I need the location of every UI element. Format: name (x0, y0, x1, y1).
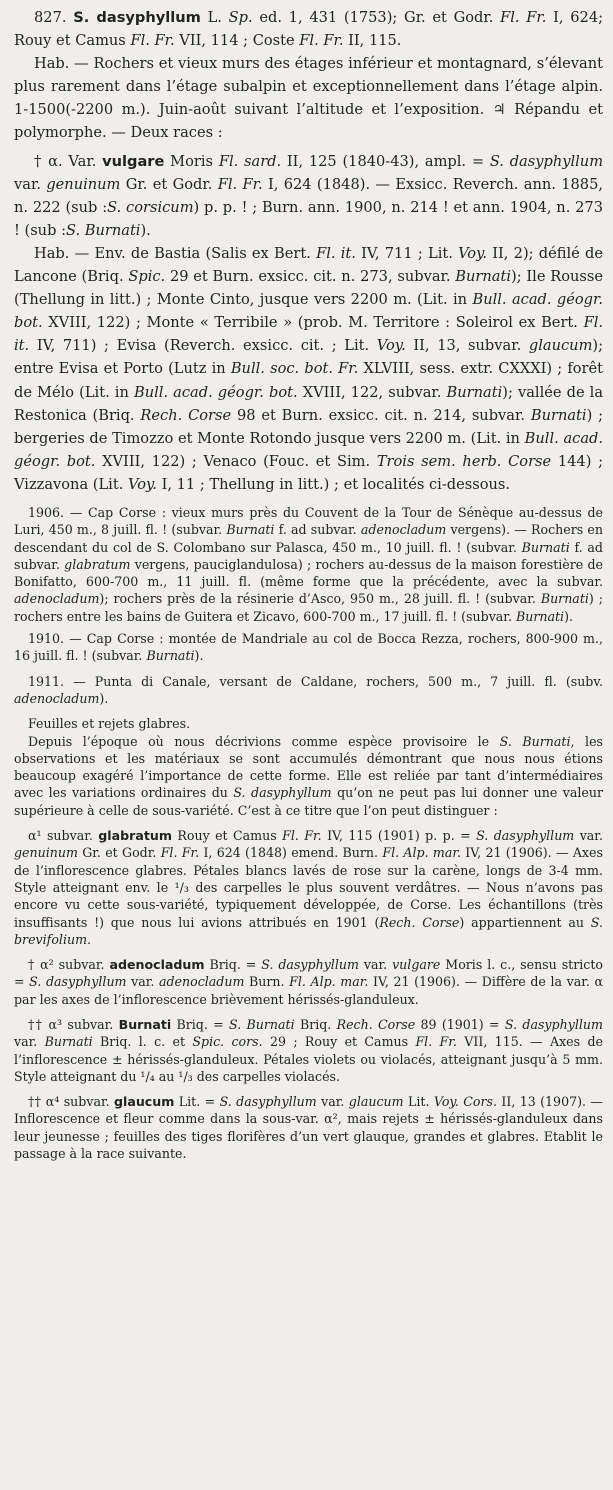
record-1910: 1910. — Cap Corse : montée de Mandriale au col de Bocca Rezza, rochers, 800-900 m., 16 juill. fl. ! (subvar. Burnati). (14, 631, 603, 664)
variety-vulgare: † α. Var. vulgare Moris Fl. sard. II, 125 (1840-43), ampl. = S. dasyphyllum var. genuinum Gr. et Godr. Fl. Fr. I, 624 (1848). — Exsicc. Reverch. ann. 1885, n. 222 (sub :S. corsicum) p. p. ! ; Burn. ann. 1900, n. 214 ! et ann. 1904, n. 273 ! (sub :S. Burnati). (14, 152, 604, 239)
subvar-glaucum: †† α⁴ subvar. glaucum Lit. = S. dasyphyllum var. glaucum Lit. Voy. Cors. II, 13 (1907). — Inflorescence et fleur comme dans la sous-var. α², mais rejets ± hérissés-glanduleux dans leur jeunesse ; feuilles des tiges florifères d’un vert glauque, grandes et glabres. Etablit le passage à la race suivante. (14, 1094, 604, 1162)
subvar-name: glabratum (98, 828, 172, 844)
variety-name: vulgare (102, 152, 165, 170)
species-name: S. dasyphyllum (73, 9, 201, 26)
species-heading: 827. S. dasyphyllum L. Sp. ed. 1, 431 (1753); Gr. et Godr. Fl. Fr. I, 624; Rouy et Camus Fl. Fr. VII, 114 ; Coste Fl. Fr. II, 115. (14, 9, 604, 50)
subvar-name: glaucum (114, 1094, 175, 1110)
habitat-species: Hab. — Rochers et vieux murs des étages inférieur et montagnard, s’élevant plus rarement dans l’étage subalpin et exceptionnellement dans l’étage alpin. 1-1500(-2200 m.). Juin-août suivant l’altitude et l’exposition. ♃ Répandu et polymorphe. — Deux races : (14, 55, 603, 142)
subvar-glabratum: α¹ subvar. glabratum Rouy et Camus Fl. Fr. IV, 115 (1901) p. p. = S. dasyphyllum var. genuinum Gr. et Godr. Fl. Fr. I, 624 (1848) emend. Burn. Fl. Alp. mar. IV, 21 (1906). — Axes de l’inflorescence glabres. Pétales blancs lavés de rose sur la carène, longs de 3-4 mm. Style atteignant env. le ¹/₃ des carpelles le plus souvent verdâtres. — Nous n’avons pas encore vu cette sous-variété, typiquement développée, de Corse. Les échantillons (très insuffisants !) que nous lui avions attribués en 1901 (Rech. Corse) appartiennent au S. brevifolium. (14, 828, 603, 947)
habitat-variety: Hab. — Env. de Bastia (Salis ex Bert. Fl. it. IV, 711 ; Lit. Voy. II, 2); défilé de Lancone (Briq. Spic. 29 et Burn. exsicc. cit. n. 273, subvar. Burnati); Ile Rousse (Thellung in litt.) ; Monte Cinto, jusque vers 2200 m. (Lit. in Bull. acad. géogr. bot. XVIII, 122) ; Monte « Terribile » (prob. M. Territore : Soleirol ex Bert. Fl. it. IV, 711) ; Evisa (Reverch. exsicc. cit. ; Lit. Voy. II, 13, subvar. glaucum); entre Evisa et Porto (Lutz in Bull. soc. bot. Fr. XLVIII, sess. extr. CXXXI) ; forêt de Mélo (Lit. in Bull. acad. géogr. bot. XVIII, 122, subvar. Burnati); vallée de la Restonica (Briq. Rech. Corse 98 et Burn. exsicc. cit. n. 214, subvar. Burnati) ; bergeries de Timozzo et Monte Rotondo jusque vers 2200 m. (Lit. in Bull. acad. géogr. bot. XVIII, 122) ; Venaco (Fouc. et Sim. Trois sem. herb. Corse 144) ; Vizzavona (Lit. Voy. I, 11 ; Thellung in litt.) ; et localités ci-dessous. (14, 244, 604, 493)
subvar-adenocladum: † α² subvar. adenocladum Briq. = S. dasyphyllum var. vulgare Moris l. c., sensu stricto = S. dasyphyllum var. adenocladum Burn. Fl. Alp. mar. IV, 21 (1906). — Diffère de la var. α par les axes de l’inflorescence brièvement hérissés-glanduleux. (14, 957, 603, 1007)
leaves-note: Feuilles et rejets glabres. (28, 716, 191, 732)
subvar-name: Burnati (118, 1016, 172, 1032)
species-number: 827. (34, 9, 67, 26)
record-1906: 1906. — Cap Corse : vieux murs près du Couvent de la Tour de Sénèque au-dessus de Luri, 450 m., 8 juill. fl. ! (subvar. Burnati f. ad subvar. adenocladum vergens). — Rochers en descendant du col de S. Colombano sur Palasca, 450 m., 10 juill. fl. ! (subvar. Burnati f. ad subvar. glabratum vergens, pauciglandulosa) ; rochers au-dessus de la maison forestière de Bonifatto, 600-700 m., 11 juill. fl. (même forme que la précédente, avec la subvar. adenocladum); rochers près de la résinerie d’Asco, 950 m., 28 juill. fl. ! (subvar. Burnati) ; rochers entre les bains de Guitera et Zicavo, 600-700 m., 17 juill. fl. ! (subvar. Burnati). (14, 504, 603, 624)
discussion: Depuis l’époque où nous décrivions comme espèce provisoire le S. Burnati, les observations et les matériaux se sont accumulés démontrant que nous nous étions beaucoup exagéré l’importance de cette forme. Elle est reliée par tant d’intermédiaires avec les variations ordinaires du S. dasyphyllum qu’on ne peut pas lui donner une valeur supérieure à celle de sous-variété. C’est à ce titre que l’on peut distinguer : (14, 733, 603, 818)
record-1911: 1911. — Punta di Canale, versant de Caldane, rochers, 500 m., 7 juill. fl. (subv. adenocladum). (14, 673, 603, 706)
subvar-name: adenocladum (109, 957, 205, 973)
subvar-burnati: †† α³ subvar. Burnati Briq. = S. Burnati Briq. Rech. Corse 89 (1901) = S. dasyphyllum var. Burnati Briq. l. c. et Spic. cors. 29 ; Rouy et Camus Fl. Fr. VII, 115. — Axes de l’inflorescence ± hérissés-glanduleux. Pétales violets ou violacés, atteignant jusqu’à 5 mm. Style atteignant du ¹/₄ au ¹/₃ des carpelles violacés. (14, 1016, 603, 1084)
